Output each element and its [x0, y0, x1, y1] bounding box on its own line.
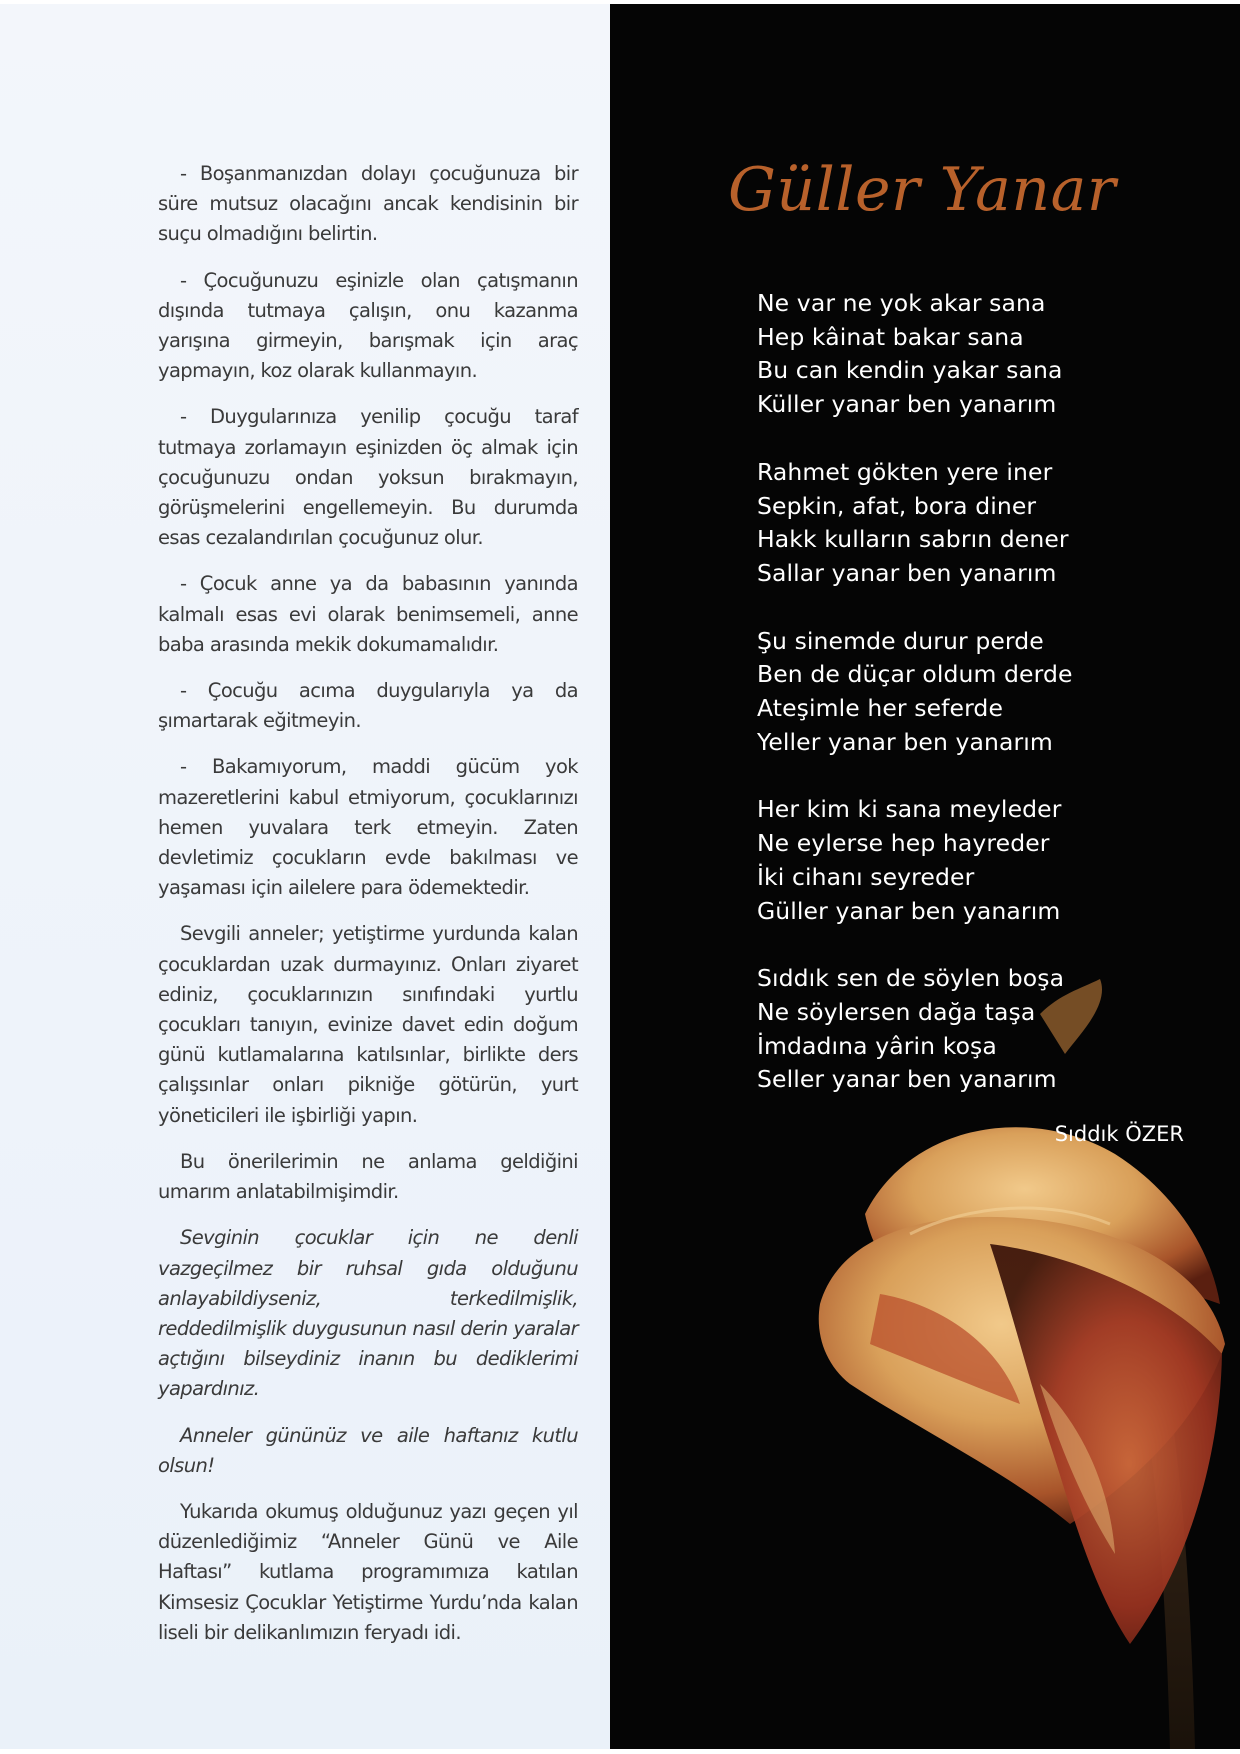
poem-line: Sallar yanar ben yanarım	[757, 558, 1057, 587]
article-paragraph-2: - Çocuğunuzu eşinizle olan çatışmanın dışında tutmaya çalışın, onu kazanma yarışına girmeyin, barışmak için araç yapmayın, koz olarak kullanmayın.	[158, 268, 578, 383]
poem-line: İki cihanı seyreder	[757, 862, 975, 891]
article-text	[158, 159, 578, 1664]
poem-line: Ne söylersen dağa taşa	[757, 997, 1036, 1026]
article-paragraph-6: - Bakamıyorum, maddi gücüm yok mazeretlerini kabul etmiyorum, çocuklarınızı hemen yuvalara terk etmeyin. Zaten devletimiz çocukların evde bakılması ve yaşaması için ailelere para ödemektedir.	[158, 755, 578, 900]
poem-line: Sepkin, afat, bora diner	[757, 491, 1037, 520]
poem-author: Sıddık ÖZER	[1054, 1122, 1184, 1146]
poem-line: Sıddık sen de söylen boşa	[757, 964, 1065, 993]
left-page	[0, 4, 610, 1749]
article-paragraph-1: - Boşanmanızdan dolayı çocuğunuza bir süre mutsuz olacağını ancak kendisinin bir suçu olmadığını belirtin.	[158, 162, 578, 246]
right-page	[610, 4, 1240, 1749]
poem-line: Küller yanar ben yanarım	[757, 390, 1057, 419]
poem-line: Her kim ki sana meyleder	[757, 795, 1062, 824]
stanza-1	[757, 287, 1177, 422]
poem-line: Ben de düçar oldum derde	[757, 660, 1073, 689]
poem-line: Hakk kulların sabrın dener	[757, 525, 1069, 554]
poem-line: Bu can kendin yakar sana	[757, 356, 1063, 385]
poem-line: Güller yanar ben yanarım	[757, 896, 1061, 925]
article-paragraph-7: Sevgili anneler; yetiştirme yurdunda kalan çocuklardan uzak durmayınız. Onları ziyaret ediniz, çocuklarınızın sınıfındaki yurtlu çocukları tanıyın, evinize davet edin doğum günü kutlamalarına katılsınlar, birlikte ders çalışsınlar onları pikniğe götürün, yurt yöneticileri ile işbirliği yapın.	[158, 922, 578, 1127]
poem-line: Ne eylerse hep hayreder	[757, 829, 1050, 858]
article-paragraph-5: - Çocuğu acıma duygularıyla ya da şımartarak eğitmeyin.	[158, 679, 578, 733]
article-italic-paragraph-2: Anneler gününüz ve aile haftanız kutlu olsun!	[158, 1423, 578, 1477]
article-paragraph-3: - Duygularınıza yenilip çocuğu taraf tutmaya zorlamayın eşinizden öç almak için çocuğunuzu ondan yoksun bırakmayın, görüşmelerini engellemeyin. Bu durumda esas cezalandırılan çocuğunuz olur.	[158, 405, 578, 550]
article-closing-paragraph: Yukarıda okumuş olduğunuz yazı geçen yıl düzenlediğimiz “Anneler Günü ve Aile Haftası” kutlama programımıza katılan Kimsesiz Çocuklar Yetiştirme Yurdu’nda kalan liseli bir delikanlımızın feryadı idi.	[158, 1499, 578, 1644]
article-paragraph-8: Bu önerilerimin ne anlama geldiğini umarım anlatabilmişimdir.	[158, 1149, 578, 1204]
poem-line: Ateşimle her seferde	[757, 694, 1003, 723]
stanza-5	[757, 962, 1177, 1097]
stanza-3	[757, 625, 1177, 760]
article-italic-paragraph-1: Sevginin çocuklar için ne denli vazgeçilmez bir ruhsal gıda olduğunu anlayabildiyseniz, terkedilmişlik, reddedilmişlik duygusunun nasıl derin yaralar açtığını bilseydiniz inanın bu dediklerimi yapardınız.	[158, 1226, 578, 1401]
article-paragraph-4: - Çocuk anne ya da babasının yanında kalmalı esas evi olarak benimsemeli, anne baba arasında mekik dokumamalıdır.	[158, 572, 578, 656]
poem-line: Seller yanar ben yanarım	[757, 1065, 1057, 1094]
poem-line: Yeller yanar ben yanarım	[757, 727, 1053, 756]
poem	[757, 287, 1177, 1131]
poem-line: Ne var ne yok akar sana	[757, 289, 1046, 317]
poem-line: Hep kâinat bakar sana	[757, 322, 1024, 351]
stanza-2	[757, 456, 1177, 591]
poem-line: Rahmet gökten yere iner	[757, 457, 1053, 486]
poem-title: Güller Yanar	[728, 155, 1117, 225]
stanza-4	[757, 793, 1177, 928]
poem-line: İmdadına yârin koşa	[757, 1031, 997, 1060]
poem-line: Şu sinemde durur perde	[757, 626, 1044, 655]
